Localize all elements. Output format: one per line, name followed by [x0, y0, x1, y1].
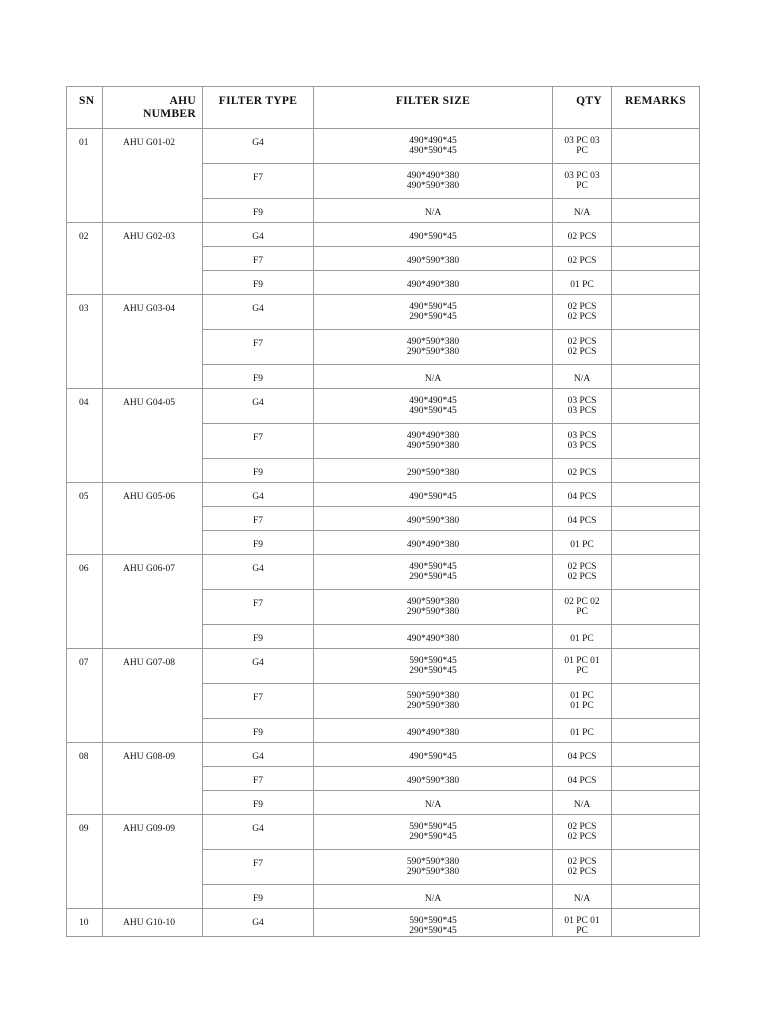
cell-filter-size [314, 247, 553, 271]
table-row [67, 223, 700, 247]
filter-schedule-table [66, 86, 700, 937]
cell-filter-type: F7 [203, 684, 314, 719]
cell-qty [553, 223, 612, 247]
filter-size-line: 490*490*380 [406, 728, 460, 738]
cell-ahu-number: AHU G01-02 [103, 129, 203, 223]
cell-filter-type: G4 [203, 223, 314, 247]
filter-size-line: 490*490*380 [406, 431, 460, 441]
cell-filter-size [314, 483, 553, 507]
cell-filter-size [314, 223, 553, 247]
qty-line: 03 PCS [567, 441, 597, 451]
qty-line: 02 PC 02 [564, 597, 600, 607]
cell-remarks [612, 555, 700, 590]
cell-filter-size [314, 295, 553, 330]
cell-remarks [612, 649, 700, 684]
cell-qty [553, 590, 612, 625]
cell-filter-type: F9 [203, 719, 314, 743]
cell-qty [553, 719, 612, 743]
cell-filter-size [314, 625, 553, 649]
filter-size-line: 490*590*45 [409, 492, 457, 502]
filter-size-line: 590*590*45 [409, 656, 457, 666]
qty-line: 01 PC 01 [564, 656, 600, 666]
cell-qty [553, 909, 612, 937]
cell-qty [553, 129, 612, 164]
filter-size-line: N/A [424, 374, 442, 384]
cell-sn: 03 [67, 295, 103, 389]
cell-filter-type: F7 [203, 507, 314, 531]
qty-line: 01 PC [570, 691, 594, 701]
qty-line: 01 PC [570, 728, 594, 738]
cell-filter-type: F9 [203, 885, 314, 909]
cell-qty [553, 365, 612, 389]
qty-line: 04 PCS [567, 492, 597, 502]
cell-remarks [612, 743, 700, 767]
filter-size-line: 490*590*45 [409, 146, 457, 156]
table-row [67, 483, 700, 507]
cell-remarks [612, 164, 700, 199]
qty-line: PC [576, 181, 588, 191]
filter-size-line: 290*590*380 [406, 701, 460, 711]
cell-filter-type: G4 [203, 743, 314, 767]
cell-remarks [612, 791, 700, 815]
cell-filter-size [314, 885, 553, 909]
cell-filter-size [314, 815, 553, 850]
filter-size-line: 490*590*45 [409, 302, 457, 312]
cell-filter-size [314, 719, 553, 743]
cell-filter-type: G4 [203, 555, 314, 590]
cell-qty [553, 247, 612, 271]
filter-size-line: 490*490*380 [406, 171, 460, 181]
cell-ahu-number: AHU G03-04 [103, 295, 203, 389]
filter-size-line: 490*590*45 [409, 752, 457, 762]
cell-ahu-number: AHU G04-05 [103, 389, 203, 483]
qty-line: 02 PCS [567, 867, 597, 877]
cell-filter-type: G4 [203, 909, 314, 937]
cell-filter-size [314, 459, 553, 483]
cell-qty [553, 743, 612, 767]
qty-line: 01 PC 01 [564, 916, 600, 926]
table-row [67, 389, 700, 424]
table-row [67, 649, 700, 684]
qty-line: PC [576, 146, 588, 156]
qty-line: PC [576, 607, 588, 617]
cell-sn: 01 [67, 129, 103, 223]
table-body [67, 129, 700, 937]
qty-line: 03 PCS [567, 406, 597, 416]
cell-remarks [612, 684, 700, 719]
qty-line: 03 PCS [567, 396, 597, 406]
header-ahu-number [103, 87, 203, 129]
cell-remarks [612, 767, 700, 791]
cell-filter-type: F9 [203, 791, 314, 815]
cell-ahu-number: AHU G05-06 [103, 483, 203, 555]
cell-qty [553, 295, 612, 330]
cell-filter-type: F7 [203, 330, 314, 365]
cell-sn: 08 [67, 743, 103, 815]
cell-qty [553, 767, 612, 791]
cell-filter-type: G4 [203, 649, 314, 684]
filter-size-line: 490*490*380 [406, 634, 460, 644]
cell-filter-size [314, 330, 553, 365]
qty-line: 04 PCS [567, 776, 597, 786]
cell-filter-size [314, 164, 553, 199]
cell-sn: 06 [67, 555, 103, 649]
cell-qty [553, 625, 612, 649]
filter-size-line: 290*590*45 [409, 832, 457, 842]
qty-line: 01 PC [570, 634, 594, 644]
cell-qty [553, 389, 612, 424]
cell-qty [553, 649, 612, 684]
cell-filter-type: F9 [203, 459, 314, 483]
cell-filter-type: G4 [203, 389, 314, 424]
cell-qty [553, 885, 612, 909]
cell-filter-size [314, 850, 553, 885]
qty-line: N/A [573, 208, 591, 218]
cell-sn: 05 [67, 483, 103, 555]
cell-remarks [612, 719, 700, 743]
table-row [67, 743, 700, 767]
cell-ahu-number: AHU G08-09 [103, 743, 203, 815]
cell-filter-type: F9 [203, 531, 314, 555]
filter-size-line: 490*490*380 [406, 540, 460, 550]
cell-qty [553, 330, 612, 365]
cell-filter-size [314, 507, 553, 531]
cell-filter-type: G4 [203, 295, 314, 330]
cell-filter-type: F7 [203, 164, 314, 199]
header-sn: SN [67, 87, 103, 129]
header-ahu-line2: NUMBER [143, 108, 196, 120]
table-row [67, 815, 700, 850]
filter-size-line: 490*590*380 [406, 256, 460, 266]
filter-size-line: 290*590*380 [406, 867, 460, 877]
cell-ahu-number: AHU G02-03 [103, 223, 203, 295]
cell-filter-type: F7 [203, 424, 314, 459]
filter-size-line: 490*590*45 [409, 232, 457, 242]
header-filter-type: FILTER TYPE [203, 87, 314, 129]
cell-remarks [612, 531, 700, 555]
filter-size-line: 590*590*45 [409, 822, 457, 832]
cell-qty [553, 424, 612, 459]
qty-line: N/A [573, 374, 591, 384]
cell-qty [553, 459, 612, 483]
cell-remarks [612, 247, 700, 271]
filter-size-line: 590*590*380 [406, 857, 460, 867]
qty-line: 04 PCS [567, 516, 597, 526]
header-qty: QTY [553, 87, 612, 129]
cell-ahu-number: AHU G06-07 [103, 555, 203, 649]
cell-qty [553, 531, 612, 555]
cell-filter-type: F7 [203, 850, 314, 885]
table-row [67, 909, 700, 937]
cell-ahu-number: AHU G07-08 [103, 649, 203, 743]
cell-remarks [612, 590, 700, 625]
qty-line: 01 PC [570, 701, 594, 711]
cell-remarks [612, 129, 700, 164]
qty-line: PC [576, 666, 588, 676]
filter-size-line: 490*490*45 [409, 396, 457, 406]
filter-size-line: 490*590*380 [406, 181, 460, 191]
filter-size-line: 290*590*380 [406, 347, 460, 357]
cell-remarks [612, 365, 700, 389]
qty-line: 01 PC [570, 540, 594, 550]
filter-size-line: 290*590*380 [406, 468, 460, 478]
filter-size-line: 490*590*45 [409, 406, 457, 416]
cell-remarks [612, 424, 700, 459]
qty-line: N/A [573, 800, 591, 810]
cell-filter-size [314, 271, 553, 295]
cell-sn: 04 [67, 389, 103, 483]
qty-line: 03 PC 03 [564, 171, 600, 181]
cell-remarks [612, 459, 700, 483]
qty-line: 03 PCS [567, 431, 597, 441]
cell-qty [553, 791, 612, 815]
header-filter-size: FILTER SIZE [314, 87, 553, 129]
cell-remarks [612, 295, 700, 330]
qty-line: 02 PCS [567, 232, 597, 242]
filter-size-line: 490*490*45 [409, 136, 457, 146]
cell-qty [553, 507, 612, 531]
cell-filter-size [314, 590, 553, 625]
cell-filter-size [314, 389, 553, 424]
cell-qty [553, 850, 612, 885]
table-row [67, 295, 700, 330]
cell-filter-type: F9 [203, 365, 314, 389]
cell-remarks [612, 389, 700, 424]
table-row [67, 555, 700, 590]
cell-filter-size [314, 909, 553, 937]
table-row [67, 129, 700, 164]
table-header [67, 87, 700, 129]
cell-remarks [612, 625, 700, 649]
qty-line: 04 PCS [567, 752, 597, 762]
filter-size-line: 490*490*380 [406, 280, 460, 290]
cell-remarks [612, 885, 700, 909]
cell-qty [553, 483, 612, 507]
cell-qty [553, 815, 612, 850]
cell-filter-type: F7 [203, 767, 314, 791]
cell-filter-type: F9 [203, 271, 314, 295]
qty-line: 02 PCS [567, 337, 597, 347]
qty-line: PC [576, 926, 588, 936]
filter-size-line: 490*590*380 [406, 337, 460, 347]
qty-line: 03 PC 03 [564, 136, 600, 146]
cell-filter-size [314, 365, 553, 389]
qty-line: 02 PCS [567, 832, 597, 842]
cell-filter-type: G4 [203, 483, 314, 507]
cell-ahu-number: AHU G09-09 [103, 815, 203, 909]
qty-line: 02 PCS [567, 822, 597, 832]
header-ahu-line1: AHU [169, 95, 196, 107]
cell-filter-type: G4 [203, 129, 314, 164]
qty-line: 02 PCS [567, 312, 597, 322]
filter-size-line: 490*590*380 [406, 597, 460, 607]
filter-size-line: 290*590*45 [409, 926, 457, 936]
cell-filter-size [314, 531, 553, 555]
filter-size-line: 590*590*380 [406, 691, 460, 701]
cell-filter-type: F9 [203, 199, 314, 223]
cell-filter-type: F7 [203, 590, 314, 625]
cell-remarks [612, 330, 700, 365]
cell-remarks [612, 483, 700, 507]
qty-line: 02 PCS [567, 562, 597, 572]
cell-qty [553, 684, 612, 719]
filter-size-line: 290*590*45 [409, 572, 457, 582]
qty-line: 02 PCS [567, 468, 597, 478]
cell-sn: 07 [67, 649, 103, 743]
cell-remarks [612, 271, 700, 295]
cell-remarks [612, 199, 700, 223]
filter-size-line: N/A [424, 800, 442, 810]
cell-filter-size [314, 555, 553, 590]
qty-line: 01 PC [570, 280, 594, 290]
cell-ahu-number: AHU G10-10 [103, 909, 203, 937]
filter-size-line: N/A [424, 208, 442, 218]
cell-filter-size [314, 767, 553, 791]
qty-line: 02 PCS [567, 347, 597, 357]
cell-filter-size [314, 199, 553, 223]
qty-line: 02 PCS [567, 256, 597, 266]
cell-qty [553, 555, 612, 590]
cell-filter-size [314, 424, 553, 459]
filter-size-line: 490*590*380 [406, 516, 460, 526]
cell-remarks [612, 850, 700, 885]
cell-filter-size [314, 743, 553, 767]
filter-size-line: 290*590*380 [406, 607, 460, 617]
filter-size-line: N/A [424, 894, 442, 904]
filter-size-line: 490*590*45 [409, 562, 457, 572]
cell-qty [553, 199, 612, 223]
qty-line: 02 PCS [567, 302, 597, 312]
cell-filter-size [314, 649, 553, 684]
cell-qty [553, 271, 612, 295]
cell-sn: 09 [67, 815, 103, 909]
filter-size-line: 290*590*45 [409, 666, 457, 676]
cell-filter-size [314, 129, 553, 164]
cell-sn: 02 [67, 223, 103, 295]
filter-size-line: 490*590*380 [406, 441, 460, 451]
cell-filter-size [314, 791, 553, 815]
cell-sn: 10 [67, 909, 103, 937]
cell-remarks [612, 815, 700, 850]
filter-size-line: 490*590*380 [406, 776, 460, 786]
cell-remarks [612, 507, 700, 531]
qty-line: 02 PCS [567, 857, 597, 867]
cell-filter-type: F7 [203, 247, 314, 271]
qty-line: N/A [573, 894, 591, 904]
header-remarks: REMARKS [612, 87, 700, 129]
cell-remarks [612, 909, 700, 937]
cell-filter-size [314, 684, 553, 719]
cell-qty [553, 164, 612, 199]
cell-filter-type: G4 [203, 815, 314, 850]
filter-size-line: 590*590*45 [409, 916, 457, 926]
filter-size-line: 290*590*45 [409, 312, 457, 322]
qty-line: 02 PCS [567, 572, 597, 582]
cell-filter-type: F9 [203, 625, 314, 649]
cell-remarks [612, 223, 700, 247]
